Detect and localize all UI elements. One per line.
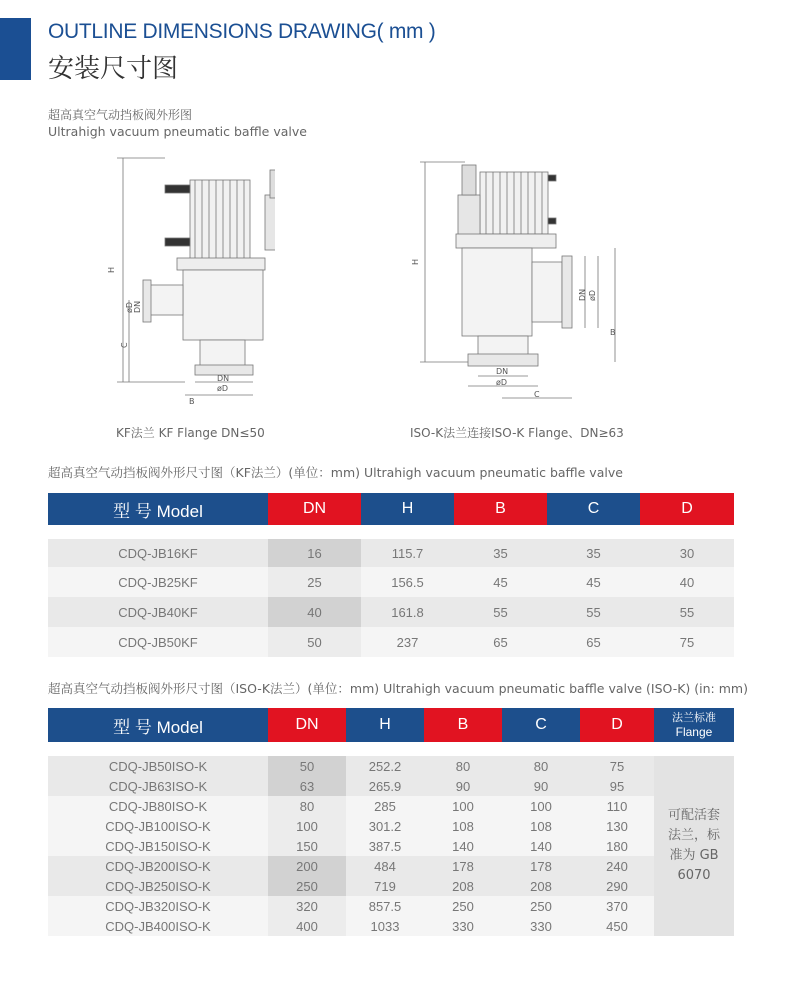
cell-h: 387.5 [346, 836, 424, 856]
cell-c: 140 [502, 836, 580, 856]
table-row [48, 776, 654, 796]
cell-h: 484 [346, 856, 424, 876]
kf-label-h: H [107, 266, 116, 273]
table-row [48, 796, 654, 816]
cell-c: 178 [502, 856, 580, 876]
kf-label-dn2: DN [217, 374, 230, 383]
isok-label-d: øD [588, 289, 597, 301]
isok-header-h: H [346, 708, 424, 742]
flange-header-en: Flange [675, 725, 713, 739]
isok-header-model: 型 号 Model [48, 708, 268, 742]
kf-valve-drawing [105, 150, 275, 410]
cell-model: CDQ-JB200ISO-K [48, 856, 268, 876]
cell-b: 80 [424, 756, 502, 776]
product-name-en: Ultrahigh vacuum pneumatic baffle valve [48, 124, 307, 139]
cell-h: 285 [346, 796, 424, 816]
cell-model: CDQ-JB100ISO-K [48, 816, 268, 836]
table-row [48, 567, 734, 597]
table-row [48, 896, 654, 916]
cell-d: 55 [640, 597, 734, 627]
cell-h: 1033 [346, 916, 424, 936]
kf-table-title: 超高真空气动挡板阀外形尺寸图（KF法兰）(单位：mm) Ultrahigh vacuum pneumatic baffle valve [48, 465, 623, 480]
cell-model: CDQ-JB50ISO-K [48, 756, 268, 776]
isok-header-c: C [502, 708, 580, 742]
cell-h: 156.5 [361, 567, 454, 597]
cell-b: 208 [424, 876, 502, 896]
page-title-cn: 安装尺寸图 [48, 54, 179, 84]
isok-header-d: D [580, 708, 654, 742]
isok-label-dn2: DN [496, 367, 509, 376]
isok-table-header [48, 708, 734, 740]
isok-label-d2: øD [496, 378, 508, 387]
cell-c: 90 [502, 776, 580, 796]
cell-h: 237 [361, 627, 454, 657]
cell-d: 40 [640, 567, 734, 597]
cell-dn: 50 [268, 756, 346, 776]
cell-dn: 200 [268, 856, 346, 876]
isok-table-title: 超高真空气动挡板阀外形尺寸图（ISO-K法兰）(单位：mm) Ultrahigh vacuum pneumatic baffle valve (ISO-K) (in: mm) [48, 681, 748, 696]
cell-b: 35 [454, 539, 547, 567]
cell-b: 65 [454, 627, 547, 657]
cell-dn: 320 [268, 896, 346, 916]
isok-header-dn: DN [268, 708, 346, 742]
kf-header-c: C [547, 493, 640, 525]
cell-h: 115.7 [361, 539, 454, 567]
cell-dn: 25 [268, 567, 361, 597]
cell-b: 250 [424, 896, 502, 916]
isok-label-c: C [534, 390, 540, 399]
cell-c: 35 [547, 539, 640, 567]
cell-b: 330 [424, 916, 502, 936]
cell-dn: 63 [268, 776, 346, 796]
cell-d: 370 [580, 896, 654, 916]
kf-label-d2: øD [217, 384, 229, 393]
header-accent-bar [0, 18, 31, 80]
cell-h: 857.5 [346, 896, 424, 916]
kf-label-dn: DN [133, 300, 142, 313]
isok-header-flange [654, 708, 734, 742]
cell-model: CDQ-JB250ISO-K [48, 876, 268, 896]
cell-dn: 100 [268, 816, 346, 836]
cell-d: 180 [580, 836, 654, 856]
cell-model: CDQ-JB63ISO-K [48, 776, 268, 796]
cell-c: 55 [547, 597, 640, 627]
table-row [48, 756, 654, 776]
cell-c: 330 [502, 916, 580, 936]
cell-model: CDQ-JB80ISO-K [48, 796, 268, 816]
table-row [48, 876, 654, 896]
cell-b: 90 [424, 776, 502, 796]
cell-dn: 400 [268, 916, 346, 936]
kf-header-d: D [640, 493, 734, 525]
cell-b: 178 [424, 856, 502, 876]
cell-d: 110 [580, 796, 654, 816]
table-row [48, 627, 734, 657]
flange-standard-note: 可配活套法兰，标准为 GB 6070 [654, 756, 734, 936]
cell-c: 208 [502, 876, 580, 896]
cell-d: 290 [580, 876, 654, 896]
page-title-en: OUTLINE DIMENSIONS DRAWING( mm ) [48, 20, 436, 43]
kf-label-d: øD [125, 301, 134, 313]
cell-c: 250 [502, 896, 580, 916]
cell-c: 100 [502, 796, 580, 816]
cell-b: 45 [454, 567, 547, 597]
table-row [48, 816, 654, 836]
cell-h: 719 [346, 876, 424, 896]
flange-header-cn: 法兰标准 [672, 712, 716, 724]
kf-header-model: 型 号 Model [48, 493, 268, 525]
kf-header-h: H [361, 493, 454, 525]
cell-dn: 250 [268, 876, 346, 896]
cell-dn: 150 [268, 836, 346, 856]
isok-drawing-caption: ISO-K法兰连接ISO-K Flange、DN≥63 [410, 426, 624, 440]
kf-label-b: B [189, 397, 195, 406]
cell-c: 108 [502, 816, 580, 836]
kf-header-b: B [454, 493, 547, 525]
kf-label-c: C [120, 342, 129, 348]
cell-c: 45 [547, 567, 640, 597]
cell-model: CDQ-JB400ISO-K [48, 916, 268, 936]
kf-header-dn: DN [268, 493, 361, 525]
cell-d: 130 [580, 816, 654, 836]
cell-dn: 16 [268, 539, 361, 567]
isok-label-dn: DN [578, 288, 587, 301]
table-row [48, 539, 734, 567]
cell-b: 100 [424, 796, 502, 816]
cell-model: CDQ-JB50KF [48, 627, 268, 657]
table-row [48, 856, 654, 876]
isok-header-b: B [424, 708, 502, 742]
table-row [48, 836, 654, 856]
isok-dimensions-table [48, 708, 734, 936]
cell-dn: 80 [268, 796, 346, 816]
cell-model: CDQ-JB25KF [48, 567, 268, 597]
cell-model: CDQ-JB40KF [48, 597, 268, 627]
isok-label-h: H [411, 258, 420, 265]
cell-d: 95 [580, 776, 654, 796]
cell-h: 252.2 [346, 756, 424, 776]
cell-b: 108 [424, 816, 502, 836]
product-name-cn: 超高真空气动挡板阀外形图 [48, 108, 193, 122]
cell-c: 65 [547, 627, 640, 657]
cell-h: 301.2 [346, 816, 424, 836]
cell-b: 55 [454, 597, 547, 627]
isok-valve-drawing [410, 150, 630, 410]
cell-d: 30 [640, 539, 734, 567]
cell-d: 450 [580, 916, 654, 936]
cell-d: 240 [580, 856, 654, 876]
cell-b: 140 [424, 836, 502, 856]
cell-h: 265.9 [346, 776, 424, 796]
cell-model: CDQ-JB320ISO-K [48, 896, 268, 916]
table-row [48, 597, 734, 627]
kf-drawing-caption: KF法兰 KF Flange DN≤50 [116, 426, 265, 440]
table-row [48, 916, 654, 936]
cell-d: 75 [580, 756, 654, 776]
kf-table-header [48, 493, 734, 525]
cell-dn: 50 [268, 627, 361, 657]
cell-model: CDQ-JB16KF [48, 539, 268, 567]
cell-model: CDQ-JB150ISO-K [48, 836, 268, 856]
isok-label-b: B [610, 328, 616, 337]
kf-dimensions-table [48, 493, 734, 658]
cell-dn: 40 [268, 597, 361, 627]
cell-h: 161.8 [361, 597, 454, 627]
cell-d: 75 [640, 627, 734, 657]
cell-c: 80 [502, 756, 580, 776]
